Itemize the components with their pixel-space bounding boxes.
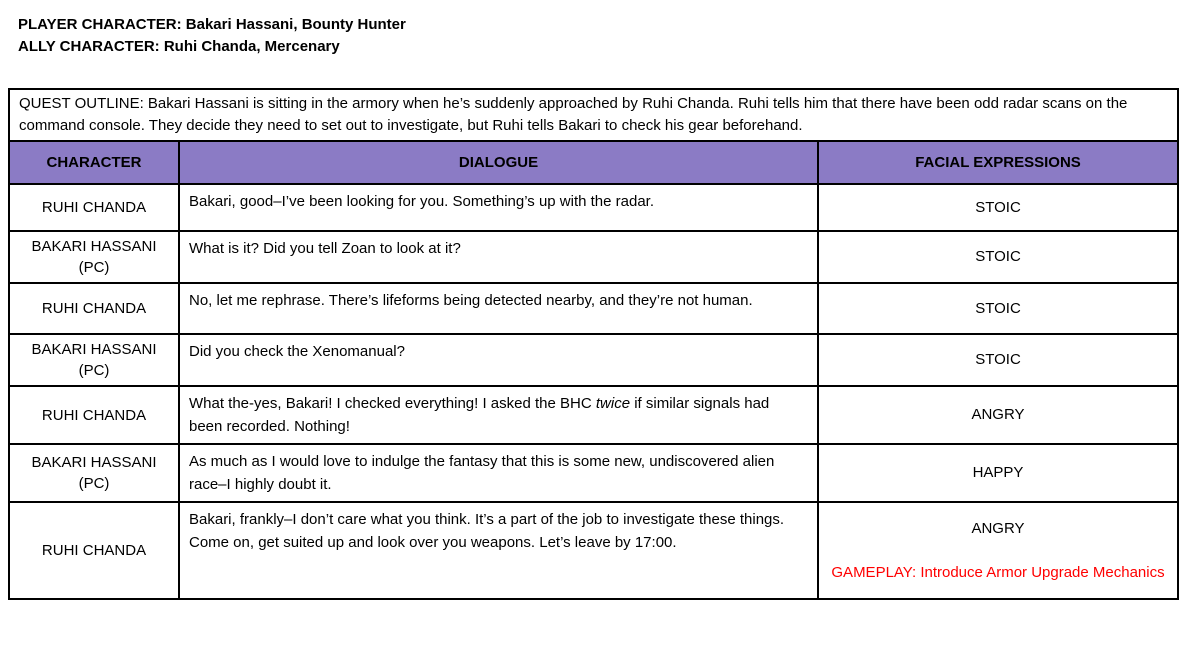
character-name-cell: RUHI CHANDA (9, 283, 179, 334)
column-header-facial-expressions: FACIAL EXPRESSIONS (818, 141, 1178, 184)
dialogue-cell: Bakari, good–I’ve been looking for you. Something’s up with the radar. (179, 184, 818, 231)
dialogue-cell: Bakari, frankly–I don’t care what you think. It’s a part of the job to investigate these things. Come on, get suited up and look over you weapons. Let’s leave by 17:00. (179, 502, 818, 599)
table-row (9, 283, 1178, 334)
ally-character-label: ALLY CHARACTER: Ruhi Chanda, Mercenary (18, 38, 340, 55)
table-row (9, 386, 1178, 444)
expression-cell (818, 502, 1178, 599)
table-row (9, 231, 1178, 283)
expression-label: STOIC (975, 351, 1021, 368)
expression-cell (818, 334, 1178, 386)
player-character-label: PLAYER CHARACTER: Bakari Hassani, Bounty Hunter (18, 16, 406, 33)
character-name-cell: BAKARI HASSANI (PC) (9, 231, 179, 283)
dialogue-cell: No, let me rephrase. There’s lifeforms being detected nearby, and they’re not human. (179, 283, 818, 334)
expression-cell (818, 444, 1178, 502)
expression-label: STOIC (975, 198, 1021, 216)
dialogue-table-body (9, 184, 1178, 599)
character-name-cell: RUHI CHANDA (9, 502, 179, 599)
quest-outline-row (9, 89, 1178, 141)
column-header-character: CHARACTER (9, 141, 179, 184)
character-name-cell: BAKARI HASSANI (PC) (9, 334, 179, 386)
character-name-cell: RUHI CHANDA (9, 184, 179, 231)
table-row (9, 502, 1178, 599)
gameplay-note: GAMEPLAY: Introduce Armor Upgrade Mechanics (831, 563, 1165, 581)
quest-outline-text: QUEST OUTLINE: Bakari Hassani is sitting in the armory when he’s suddenly approached by Ruhi Chanda. Ruhi tells him that there have been odd radar scans on the command console. They decide they need to set out to investigate, but Ruhi tells Bakari to check his gear beforehand. (9, 89, 1178, 141)
expression-label: ANGRY (971, 519, 1025, 537)
dialogue-cell: What the-yes, Bakari! I checked everything! I asked the BHC twice if similar signals had been recorded. Nothing! (179, 386, 818, 444)
table-header-row (9, 141, 1178, 184)
expression-cell (818, 386, 1178, 444)
expression-label: HAPPY (972, 464, 1024, 481)
expression-cell (818, 283, 1178, 334)
column-header-dialogue: DIALOGUE (179, 141, 818, 184)
expression-cell (818, 231, 1178, 283)
dialogue-cell: Did you check the Xenomanual? (179, 334, 818, 386)
character-name-cell: RUHI CHANDA (9, 386, 179, 444)
quest-dialogue-table (8, 88, 1179, 600)
table-row (9, 444, 1178, 502)
table-row (9, 184, 1178, 231)
dialogue-cell: As much as I would love to indulge the fantasy that this is some new, undiscovered alien race–I highly doubt it. (179, 444, 818, 502)
expression-label: STOIC (975, 248, 1021, 265)
expression-label: ANGRY (971, 406, 1025, 423)
expression-label: STOIC (975, 299, 1021, 317)
dialogue-cell: What is it? Did you tell Zoan to look at it? (179, 231, 818, 283)
table-row (9, 334, 1178, 386)
character-legend (18, 14, 406, 58)
expression-cell (818, 184, 1178, 231)
character-name-cell: BAKARI HASSANI (PC) (9, 444, 179, 502)
